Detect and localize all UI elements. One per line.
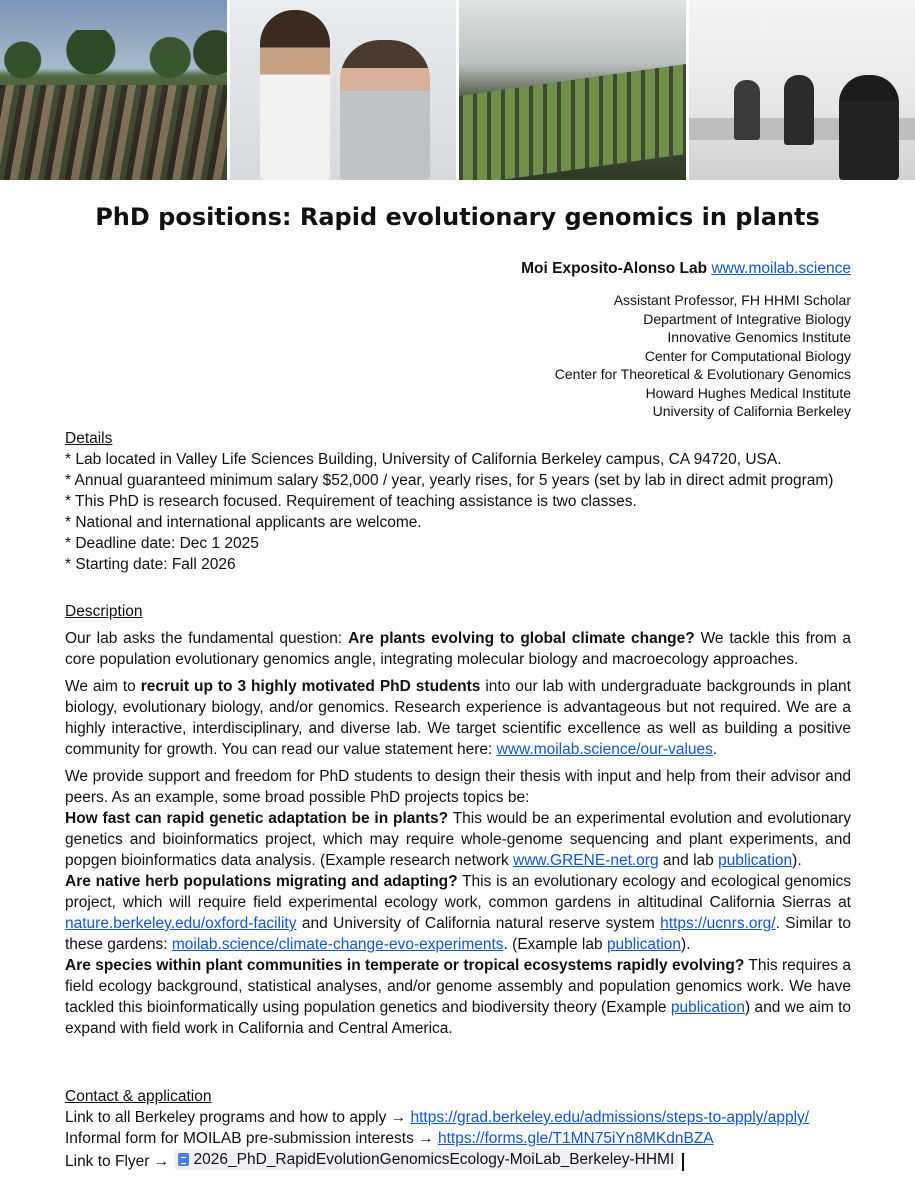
description-paragraph-3: We provide support and freedom for PhD students to design their thesis with input and help from their advisor and peers. As an example, some broad possible PhD projects topics be:: [65, 768, 851, 806]
affiliations: [555, 291, 851, 421]
affiliation-line: Center for Computational Biology: [644, 347, 851, 364]
photo-banner: [0, 0, 915, 180]
contact-line-form: Informal form for MOILAB pre-submission interests → https://forms.gle/T1MN75iYn8MKdnBZA: [65, 1130, 714, 1147]
project-2: Are native herb populations migrating and adapting? This is an evolutionary ecology and ecological genomics project, which will require field experimental ecology work, common gardens in altitudinal California Sierras at nature.berkeley.edu/oxford-facility and University of California natural reserve system https://ucnrs.org/. Similar to these gardens: moilab.science/climate-change-evo-experiments. (Example lab publication).: [65, 873, 851, 953]
photo-field-experiment: [0, 0, 227, 180]
affiliation-line: Assistant Professor, FH HHMI Scholar: [613, 292, 851, 308]
description-paragraph-2: We aim to recruit up to 3 highly motivated PhD students into our lab with undergraduate backgrounds in plant biology, evolutionary biology, and/or genomics. Research experience is advantageous but not required. We are a highly interactive, interdisciplinary, and diverse lab. We target scientific excellence as well as building a positive community for growth. You can read our value statement here: www.moilab.science/our-values.: [65, 678, 851, 758]
lab-header: [521, 260, 851, 278]
publication-link-1[interactable]: publication: [718, 852, 793, 869]
project-3: Are species within plant communities in temperate or tropical ecosystems rapidly evolving? This requires a field ecology background, statistical analyses, and/or genome assembly and population genomics work. We have tackled this bioinformatically using population genetics and biodiversity theory (Example publication) and we aim to expand with field work in California and Central America.: [65, 957, 852, 1037]
lab-name: Moi Exposito-Alonso Lab: [521, 260, 708, 277]
details-section: [65, 428, 851, 575]
affiliation-line: Department of Integrative Biology: [643, 310, 851, 327]
lab-website-link[interactable]: www.moilab.science: [711, 260, 851, 277]
photo-plant-trays: [459, 0, 686, 180]
document-icon: [178, 1153, 189, 1166]
presubmission-form-link[interactable]: https://forms.gle/T1MN75iYn8MKdnBZA: [437, 1130, 714, 1147]
description-heading: Description: [65, 603, 143, 620]
photo-researchers: [230, 0, 457, 180]
grene-net-link[interactable]: www.GRENE-net.org: [513, 852, 659, 869]
contact-line-programs: Link to all Berkeley programs and how to apply → https://grad.berkeley.edu/admissions/steps-to-apply/apply/: [65, 1109, 810, 1126]
details-item: * This PhD is research focused. Requirement of teaching assistance is two classes.: [65, 493, 637, 510]
affiliation-line: Howard Hughes Medical Institute: [645, 384, 851, 401]
details-item: * Starting date: Fall 2026: [65, 556, 236, 573]
page-title: PhD positions: Rapid evolutionary genomics in plants: [95, 203, 820, 231]
climate-experiments-link[interactable]: moilab.science/climate-change-evo-experiments: [171, 936, 504, 953]
description-section: [65, 601, 851, 1039]
affiliation-line: Center for Theoretical & Evolutionary Genomics: [554, 366, 851, 382]
details-heading: Details: [65, 430, 113, 447]
contact-line-flyer: Link to Flyer → 2026_PhD_RapidEvolutionGenomicsEcology-MoiLab_Berkeley-HHMI: [65, 1149, 851, 1172]
berkeley-apply-link[interactable]: https://grad.berkeley.edu/admissions/steps-to-apply/apply/: [410, 1109, 810, 1126]
description-paragraph-1: Our lab asks the fundamental question: Are plants evolving to global climate change? We tackle this from a core population evolutionary genomics angle, integrating molecular biology and macroecology approaches.: [65, 630, 852, 668]
text-cursor: [682, 1153, 684, 1171]
contact-heading: Contact & application: [65, 1088, 212, 1105]
oxford-facility-link[interactable]: nature.berkeley.edu/oxford-facility: [65, 915, 297, 932]
details-item: * National and international applicants are welcome.: [65, 514, 422, 531]
flyer-file-chip[interactable]: [174, 1149, 679, 1170]
publication-link-2[interactable]: publication: [606, 936, 682, 953]
project-1: How fast can rapid genetic adaptation be in plants? This would be an experimental evolution and evolutionary genetics and bioinformatics project, which may require whole-genome sequencing and plant experiments, and popgen bioinformatics data analysis. (Example research network www.GRENE-net.org and lab publication).: [65, 810, 851, 869]
flyer-file-name: 2026_PhD_RapidEvolutionGenomicsEcology-MoiLab_Berkeley-HHMI: [193, 1151, 675, 1168]
affiliation-line: University of California Berkeley: [652, 403, 851, 419]
affiliation-line: Innovative Genomics Institute: [667, 329, 851, 345]
contact-section: [65, 1086, 851, 1172]
values-link[interactable]: www.moilab.science/our-values: [496, 741, 713, 758]
ucnrs-link[interactable]: https://ucnrs.org/: [660, 915, 776, 932]
details-item: * Deadline date: Dec 1 2025: [65, 535, 259, 552]
photo-computational-lab: [689, 0, 915, 180]
details-item: * Lab located in Valley Life Sciences Building, University of California Berkeley campus, CA 94720, USA.: [65, 451, 782, 468]
details-item: * Annual guaranteed minimum salary $52,000 / year, yearly rises, for 5 years (set by lab in direct admit program): [65, 472, 834, 489]
publication-link-3[interactable]: publication: [670, 999, 745, 1016]
